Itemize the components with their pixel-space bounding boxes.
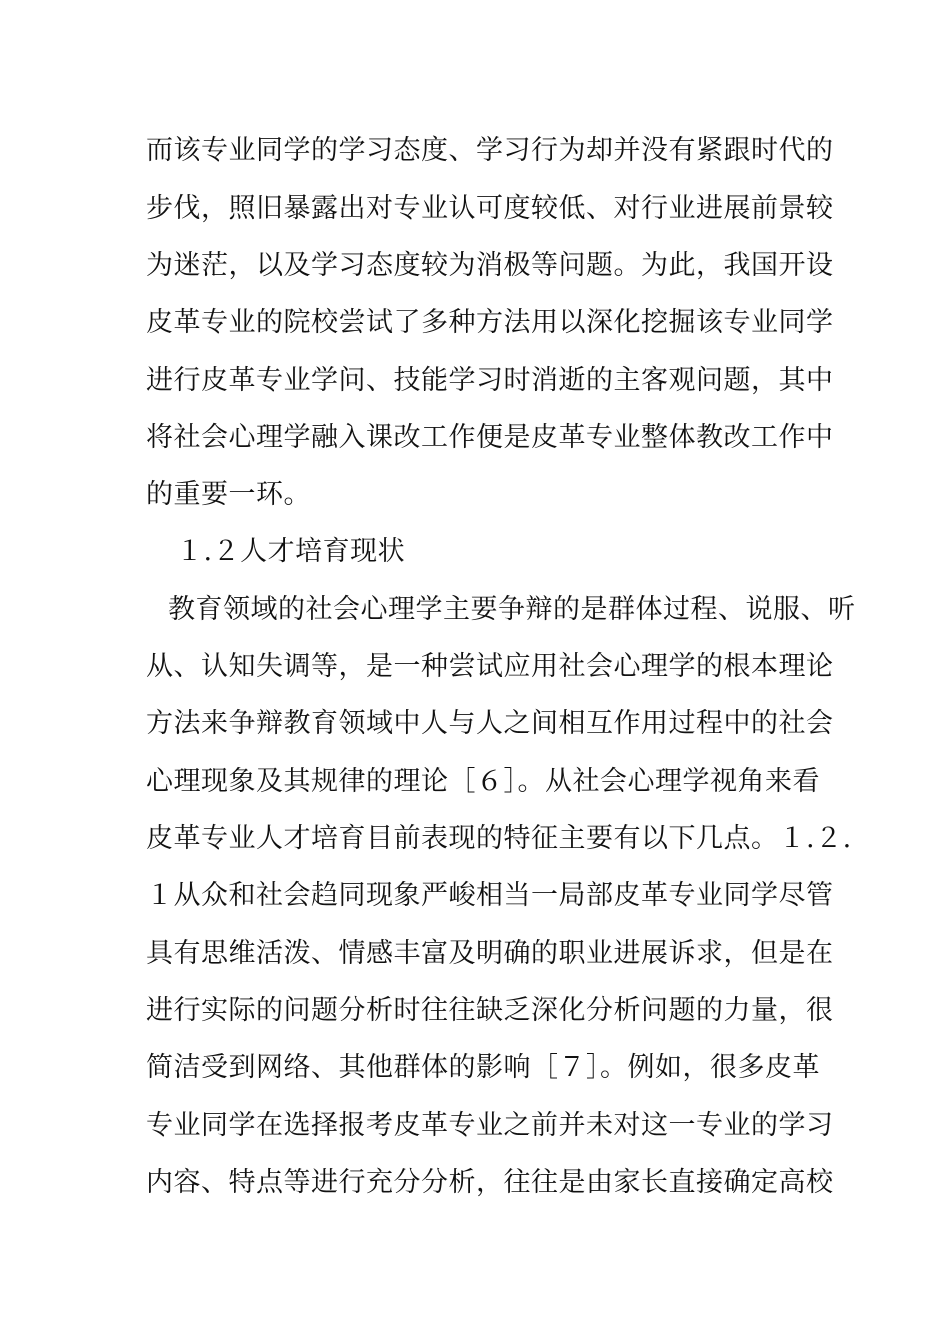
text-line: 为迷茫，以及学习态度较为消极等问题。为此，我国开设 — [146, 250, 834, 281]
text-line: 将社会心理学融入课改工作便是皮革专业整体教改工作中 — [146, 422, 834, 453]
text-line: １从众和社会趋同现象严峻相当一局部皮革专业同学尽管 — [146, 880, 834, 911]
text-line: 步伐，照旧暴露出对专业认可度较低、对行业进展前景较 — [146, 193, 834, 224]
text-line: 皮革专业的院校尝试了多种方法用以深化挖掘该专业同学 — [146, 307, 834, 338]
text-line: 方法来争辩教育领域中人与人之间相互作用过程中的社会 — [146, 708, 834, 739]
text-line: 教育领域的社会心理学主要争辩的是群体过程、说服、听 — [168, 594, 856, 625]
text-line: 内容、特点等进行充分分析，往往是由家长直接确定高校 — [146, 1167, 834, 1198]
text-line: 从、认知失调等，是一种尝试应用社会心理学的根本理论 — [146, 651, 834, 682]
text-line: 而该专业同学的学习态度、学习行为却并没有紧跟时代的 — [146, 135, 834, 166]
text-line: 进行皮革专业学问、技能学习时消逝的主客观问题，其中 — [146, 365, 834, 396]
text-line: 进行实际的问题分析时往往缺乏深化分析问题的力量，很 — [146, 995, 834, 1026]
text-line: 皮革专业人才培育目前表现的特征主要有以下几点。１.２. — [146, 823, 852, 854]
section-heading: １.２人才培育现状 — [176, 536, 406, 567]
text-line: 具有思维活泼、情感丰富及明确的职业进展诉求，但是在 — [146, 938, 834, 969]
text-line: 心理现象及其规律的理论［６］。从社会心理学视角来看 — [146, 766, 820, 797]
text-line: 简洁受到网络、其他群体的影响［７］。例如，很多皮革 — [146, 1052, 820, 1083]
text-line: 专业同学在选择报考皮革专业之前并未对这一专业的学习 — [146, 1110, 834, 1141]
text-line: 的重要一环。 — [146, 479, 311, 510]
